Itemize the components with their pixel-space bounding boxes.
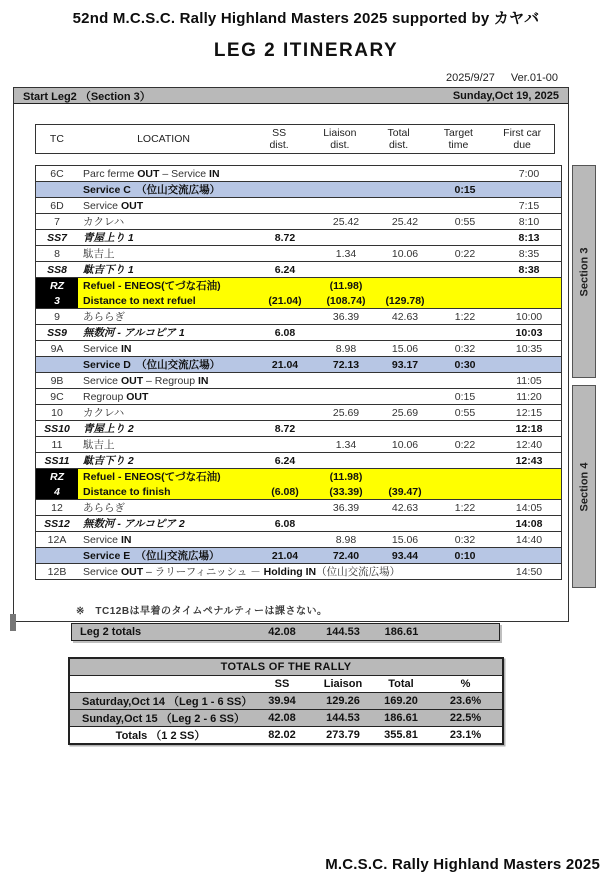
itinerary-row [36, 548, 562, 564]
first-car-due-cell [497, 293, 562, 309]
total-dist-cell: (39.47) [377, 484, 433, 500]
column-header-cell: SS dist. [269, 126, 289, 151]
leg-totals-ss: 42.08 [268, 626, 296, 638]
liaison-dist-cell: 25.69 [315, 405, 377, 421]
liaison-dist-cell [315, 373, 377, 389]
total-dist-cell [377, 198, 433, 214]
liaison-dist-cell: 72.13 [315, 357, 377, 373]
tc-cell: SS7 [36, 230, 79, 246]
tc-cell: 8 [36, 246, 79, 262]
location-cell: 駄吉上 [78, 246, 255, 262]
tc-cell [36, 548, 79, 564]
first-car-due-cell: 14:50 [497, 564, 562, 580]
liaison-dist-cell: (11.98) [315, 469, 377, 485]
rally-pct-cell: 23.1% [429, 727, 503, 745]
page-stack-edge [10, 614, 16, 631]
section-3-tab [572, 165, 596, 378]
rally-totals-row [69, 693, 503, 710]
rally-totals-header-cell [69, 676, 251, 693]
itinerary-row [36, 341, 562, 357]
rally-totals-body [69, 658, 503, 744]
location-cell: Regroup OUT [78, 389, 255, 405]
itinerary-row [36, 516, 562, 532]
location-cell: Service OUT – ラリーフィニッシュ － Holding IN（位山交流広場） [78, 564, 255, 580]
tc-cell: 6C [36, 166, 79, 182]
rally-totals-header-cell: SS [251, 676, 313, 693]
ss-dist-cell [255, 166, 315, 182]
liaison-dist-cell: 8.98 [315, 532, 377, 548]
total-dist-cell: 42.63 [377, 309, 433, 325]
tc-cell: 9C [36, 389, 79, 405]
itinerary-row [36, 500, 562, 516]
total-dist-cell [377, 373, 433, 389]
itinerary-table-body [36, 166, 562, 580]
ss-dist-cell [255, 437, 315, 453]
column-header-cell: Target time [443, 126, 473, 151]
target-time-cell: 0:15 [433, 182, 497, 198]
target-time-cell: 1:22 [433, 500, 497, 516]
location-cell: Distance to finish [78, 484, 255, 500]
first-car-due-cell [497, 278, 562, 294]
itinerary-table [35, 165, 562, 580]
target-time-cell: 0:32 [433, 341, 497, 357]
itinerary-row [36, 357, 562, 373]
first-car-due-cell: 10:00 [497, 309, 562, 325]
ss-dist-cell: 8.72 [255, 230, 315, 246]
rally-label-cell: Totals （1 2 SS） [69, 727, 251, 745]
tc-cell [36, 182, 79, 198]
total-dist-cell: 10.06 [377, 246, 433, 262]
ss-dist-cell [255, 214, 315, 230]
rally-total-cell: 186.61 [373, 710, 429, 727]
itinerary-row [36, 421, 562, 437]
first-car-due-cell: 12:15 [497, 405, 562, 421]
total-dist-cell [377, 262, 433, 278]
ss-dist-cell: 6.08 [255, 516, 315, 532]
first-car-due-cell: 14:05 [497, 500, 562, 516]
location-cell: 青屋上り 1 [78, 230, 255, 246]
document-title: 52nd M.C.S.C. Rally Highland Masters 2025 supported by カヤバ [72, 10, 540, 27]
location-cell: 無数河 - アルコピア 1 [78, 325, 255, 341]
location-cell: あららぎ [78, 500, 255, 516]
rally-totals-title-row [69, 658, 503, 676]
rally-total-cell: 169.20 [373, 693, 429, 710]
first-car-due-cell: 8:38 [497, 262, 562, 278]
ss-dist-cell: 21.04 [255, 357, 315, 373]
ss-dist-cell [255, 389, 315, 405]
location-cell: Service OUT [78, 198, 255, 214]
target-time-cell: 0:30 [433, 357, 497, 373]
tc-cell: RZ [36, 469, 79, 485]
location-cell: Refuel - ENEOS(てづな石油) [78, 278, 255, 294]
itinerary-row [36, 405, 562, 421]
itinerary-row [36, 278, 562, 294]
liaison-dist-cell [315, 453, 377, 469]
tc-cell: SS11 [36, 453, 79, 469]
rally-liaison-cell: 144.53 [313, 710, 373, 727]
tc-cell: 9B [36, 373, 79, 389]
tc-cell: 10 [36, 405, 79, 421]
target-time-cell: 0:22 [433, 437, 497, 453]
target-time-cell: 0:10 [433, 548, 497, 564]
itinerary-row [36, 389, 562, 405]
liaison-dist-cell: 1.34 [315, 437, 377, 453]
ss-dist-cell: 8.72 [255, 421, 315, 437]
first-car-due-cell: 10:35 [497, 341, 562, 357]
first-car-due-cell [497, 357, 562, 373]
rally-totals-header-row [69, 676, 503, 693]
tc-cell: 7 [36, 214, 79, 230]
ss-dist-cell [255, 309, 315, 325]
itinerary-row [36, 325, 562, 341]
liaison-dist-cell [315, 166, 377, 182]
target-time-cell: 0:55 [433, 214, 497, 230]
liaison-dist-cell [315, 389, 377, 405]
total-dist-cell [377, 421, 433, 437]
tc-cell: SS9 [36, 325, 79, 341]
total-dist-cell [377, 166, 433, 182]
rally-label-cell: Saturday,Oct 14 （Leg 1 - 6 SS） [69, 693, 251, 710]
total-dist-cell [377, 230, 433, 246]
target-time-cell [433, 325, 497, 341]
first-car-due-cell [497, 484, 562, 500]
location-cell: Distance to next refuel [78, 293, 255, 309]
total-dist-cell [377, 516, 433, 532]
liaison-dist-cell: (108.74) [315, 293, 377, 309]
location-cell: Service IN [78, 532, 255, 548]
ss-dist-cell [255, 405, 315, 421]
tc-cell: 12B [36, 564, 79, 580]
itinerary-row [36, 214, 562, 230]
itinerary-row [36, 453, 562, 469]
target-time-cell [433, 564, 497, 580]
first-car-due-cell: 11:20 [497, 389, 562, 405]
liaison-dist-cell [315, 516, 377, 532]
rally-pct-cell: 23.6% [429, 693, 503, 710]
rally-total-cell: 355.81 [373, 727, 429, 745]
tc-cell: 9 [36, 309, 79, 325]
column-header-cell: First car due [503, 126, 542, 151]
liaison-dist-cell: 25.42 [315, 214, 377, 230]
first-car-due-cell: 8:35 [497, 246, 562, 262]
first-car-due-cell: 8:13 [497, 230, 562, 246]
itinerary-row [36, 437, 562, 453]
section-3-label: Section 3 [578, 247, 590, 296]
ss-dist-cell [255, 469, 315, 485]
ss-dist-cell: 6.24 [255, 262, 315, 278]
rally-totals-header-cell: % [429, 676, 503, 693]
first-car-due-cell [497, 182, 562, 198]
target-time-cell: 1:22 [433, 309, 497, 325]
itinerary-row [36, 293, 562, 309]
itinerary-row [36, 373, 562, 389]
liaison-dist-cell: 8.98 [315, 341, 377, 357]
itinerary-row [36, 230, 562, 246]
tc-cell [36, 357, 79, 373]
rally-ss-cell: 42.08 [251, 710, 313, 727]
leg-totals-bar [71, 623, 500, 641]
ss-dist-cell [255, 500, 315, 516]
rally-totals-title: TOTALS OF THE RALLY [69, 658, 503, 676]
target-time-cell [433, 278, 497, 294]
rally-totals-header-cell: Total [373, 676, 429, 693]
total-dist-cell: 42.63 [377, 500, 433, 516]
liaison-dist-cell: 36.39 [315, 309, 377, 325]
target-time-cell [433, 230, 497, 246]
target-time-cell: 0:55 [433, 405, 497, 421]
tc-cell: 12 [36, 500, 79, 516]
rally-totals-row [69, 710, 503, 727]
rally-pct-cell: 22.5% [429, 710, 503, 727]
itinerary-row [36, 246, 562, 262]
total-dist-cell [377, 182, 433, 198]
location-cell: カクレハ [78, 405, 255, 421]
liaison-dist-cell [315, 325, 377, 341]
itinerary-row [36, 484, 562, 500]
target-time-cell [433, 262, 497, 278]
location-cell: 青屋上り 2 [78, 421, 255, 437]
location-cell: 無数河 - アルコピア 2 [78, 516, 255, 532]
first-car-due-cell: 10:03 [497, 325, 562, 341]
total-dist-cell [377, 325, 433, 341]
total-dist-cell: 15.06 [377, 532, 433, 548]
location-cell: カクレハ [78, 214, 255, 230]
ss-dist-cell [255, 278, 315, 294]
tc-cell: 6D [36, 198, 79, 214]
target-time-cell [433, 453, 497, 469]
first-car-due-cell [497, 469, 562, 485]
itinerary-row [36, 182, 562, 198]
ss-dist-cell: 6.08 [255, 325, 315, 341]
liaison-dist-cell [315, 182, 377, 198]
location-cell: Service E （位山交流広場） [78, 548, 255, 564]
leg-totals-liaison: 144.53 [326, 626, 360, 638]
itinerary-row [36, 198, 562, 214]
penalty-note: ※ TC12Bは早着のタイムペナルティーは課さない。 [76, 606, 328, 617]
liaison-dist-cell [315, 198, 377, 214]
itinerary-row [36, 166, 562, 182]
total-dist-cell: 25.42 [377, 214, 433, 230]
version-number: Ver.01-00 [510, 72, 558, 84]
location-cell: 駄吉下り 1 [78, 262, 255, 278]
ss-dist-cell: (21.04) [255, 293, 315, 309]
first-car-due-cell [497, 548, 562, 564]
location-cell: Service OUT – Regroup IN [78, 373, 255, 389]
target-time-cell [433, 373, 497, 389]
first-car-due-cell: 14:08 [497, 516, 562, 532]
tc-cell: 3 [36, 293, 79, 309]
leg-totals-label: Leg 2 totals [80, 626, 142, 638]
first-car-due-cell: 12:43 [497, 453, 562, 469]
ss-dist-cell [255, 532, 315, 548]
leg-totals-total: 186.61 [384, 626, 419, 638]
location-cell: Service D （位山交流広場） [78, 357, 255, 373]
target-time-cell [433, 421, 497, 437]
rally-liaison-cell: 129.26 [313, 693, 373, 710]
liaison-dist-cell: 36.39 [315, 500, 377, 516]
rally-liaison-cell: 273.79 [313, 727, 373, 745]
target-time-cell: 0:32 [433, 532, 497, 548]
total-dist-cell: 10.06 [377, 437, 433, 453]
total-dist-cell: (129.78) [377, 293, 433, 309]
tc-cell: 12A [36, 532, 79, 548]
location-cell: Parc ferme OUT – Service IN [78, 166, 255, 182]
location-cell: Service C （位山交流広場） [78, 182, 255, 198]
location-cell: Refuel - ENEOS(てづな石油) [78, 469, 255, 485]
itinerary-row [36, 309, 562, 325]
first-car-due-cell: 12:40 [497, 437, 562, 453]
ss-dist-cell [255, 182, 315, 198]
issue-date: 2025/9/27 [445, 72, 495, 84]
ss-dist-cell: 21.04 [255, 548, 315, 564]
rally-label-cell: Sunday,Oct 15 （Leg 2 - 6 SS） [69, 710, 251, 727]
liaison-dist-cell [315, 262, 377, 278]
ss-dist-cell [255, 373, 315, 389]
rally-totals-row [69, 727, 503, 745]
target-time-cell [433, 469, 497, 485]
section-4-label: Section 4 [578, 462, 590, 511]
target-time-cell: 0:22 [433, 246, 497, 262]
first-car-due-cell: 12:18 [497, 421, 562, 437]
ss-dist-cell: 6.24 [255, 453, 315, 469]
tc-cell: SS12 [36, 516, 79, 532]
total-dist-cell: 93.44 [377, 548, 433, 564]
tc-cell: RZ [36, 278, 79, 294]
itinerary-page [13, 87, 569, 622]
target-time-cell [433, 198, 497, 214]
tc-cell: 11 [36, 437, 79, 453]
column-header-row [35, 124, 555, 154]
rally-ss-cell: 82.02 [251, 727, 313, 745]
tc-cell: 9A [36, 341, 79, 357]
total-dist-cell [377, 278, 433, 294]
rally-totals-header-cell: Liaison [313, 676, 373, 693]
footer-title: M.C.S.C. Rally Highland Masters 2025 [325, 856, 600, 873]
column-header-cell: LOCATION [137, 132, 190, 145]
rally-ss-cell: 39.94 [251, 693, 313, 710]
start-leg-date: Sunday,Oct 19, 2025 [452, 89, 559, 102]
tc-cell: 4 [36, 484, 79, 500]
liaison-dist-cell [315, 230, 377, 246]
first-car-due-cell: 11:05 [497, 373, 562, 389]
total-dist-cell [377, 469, 433, 485]
column-header-cell: Total dist. [387, 126, 410, 151]
location-cell: 駄吉上 [78, 437, 255, 453]
start-leg-label: Start Leg2 （Section 3） [23, 90, 151, 103]
version-line [0, 72, 558, 84]
liaison-dist-cell [315, 421, 377, 437]
column-header-cell: TC [49, 132, 64, 145]
ss-dist-cell [255, 341, 315, 357]
total-dist-cell: 25.69 [377, 405, 433, 421]
leg-itinerary-heading: LEG 2 ITINERARY [213, 40, 399, 61]
target-time-cell [433, 293, 497, 309]
target-time-cell [433, 516, 497, 532]
liaison-dist-cell: 72.40 [315, 548, 377, 564]
total-dist-cell [377, 453, 433, 469]
section-4-tab [572, 385, 596, 588]
total-dist-cell [377, 389, 433, 405]
tc-cell: SS8 [36, 262, 79, 278]
target-time-cell [433, 484, 497, 500]
ss-dist-cell [255, 198, 315, 214]
location-cell: Service IN [78, 341, 255, 357]
liaison-dist-cell: 1.34 [315, 246, 377, 262]
start-leg-bar [14, 88, 568, 104]
first-car-due-cell: 14:40 [497, 532, 562, 548]
liaison-dist-cell: (11.98) [315, 278, 377, 294]
first-car-due-cell: 7:00 [497, 166, 562, 182]
tc-cell: SS10 [36, 421, 79, 437]
location-cell: あららぎ [78, 309, 255, 325]
first-car-due-cell: 8:10 [497, 214, 562, 230]
first-car-due-cell: 7:15 [497, 198, 562, 214]
target-time-cell [433, 166, 497, 182]
location-cell: 駄吉下り 2 [78, 453, 255, 469]
itinerary-row [36, 469, 562, 485]
total-dist-cell: 15.06 [377, 341, 433, 357]
column-header-cell: Liaison dist. [323, 126, 357, 151]
target-time-cell: 0:15 [433, 389, 497, 405]
ss-dist-cell [255, 246, 315, 262]
itinerary-row [36, 564, 562, 580]
liaison-dist-cell: (33.39) [315, 484, 377, 500]
total-dist-cell: 93.17 [377, 357, 433, 373]
itinerary-row [36, 532, 562, 548]
itinerary-row [36, 262, 562, 278]
rally-totals-table [68, 657, 504, 745]
ss-dist-cell: (6.08) [255, 484, 315, 500]
